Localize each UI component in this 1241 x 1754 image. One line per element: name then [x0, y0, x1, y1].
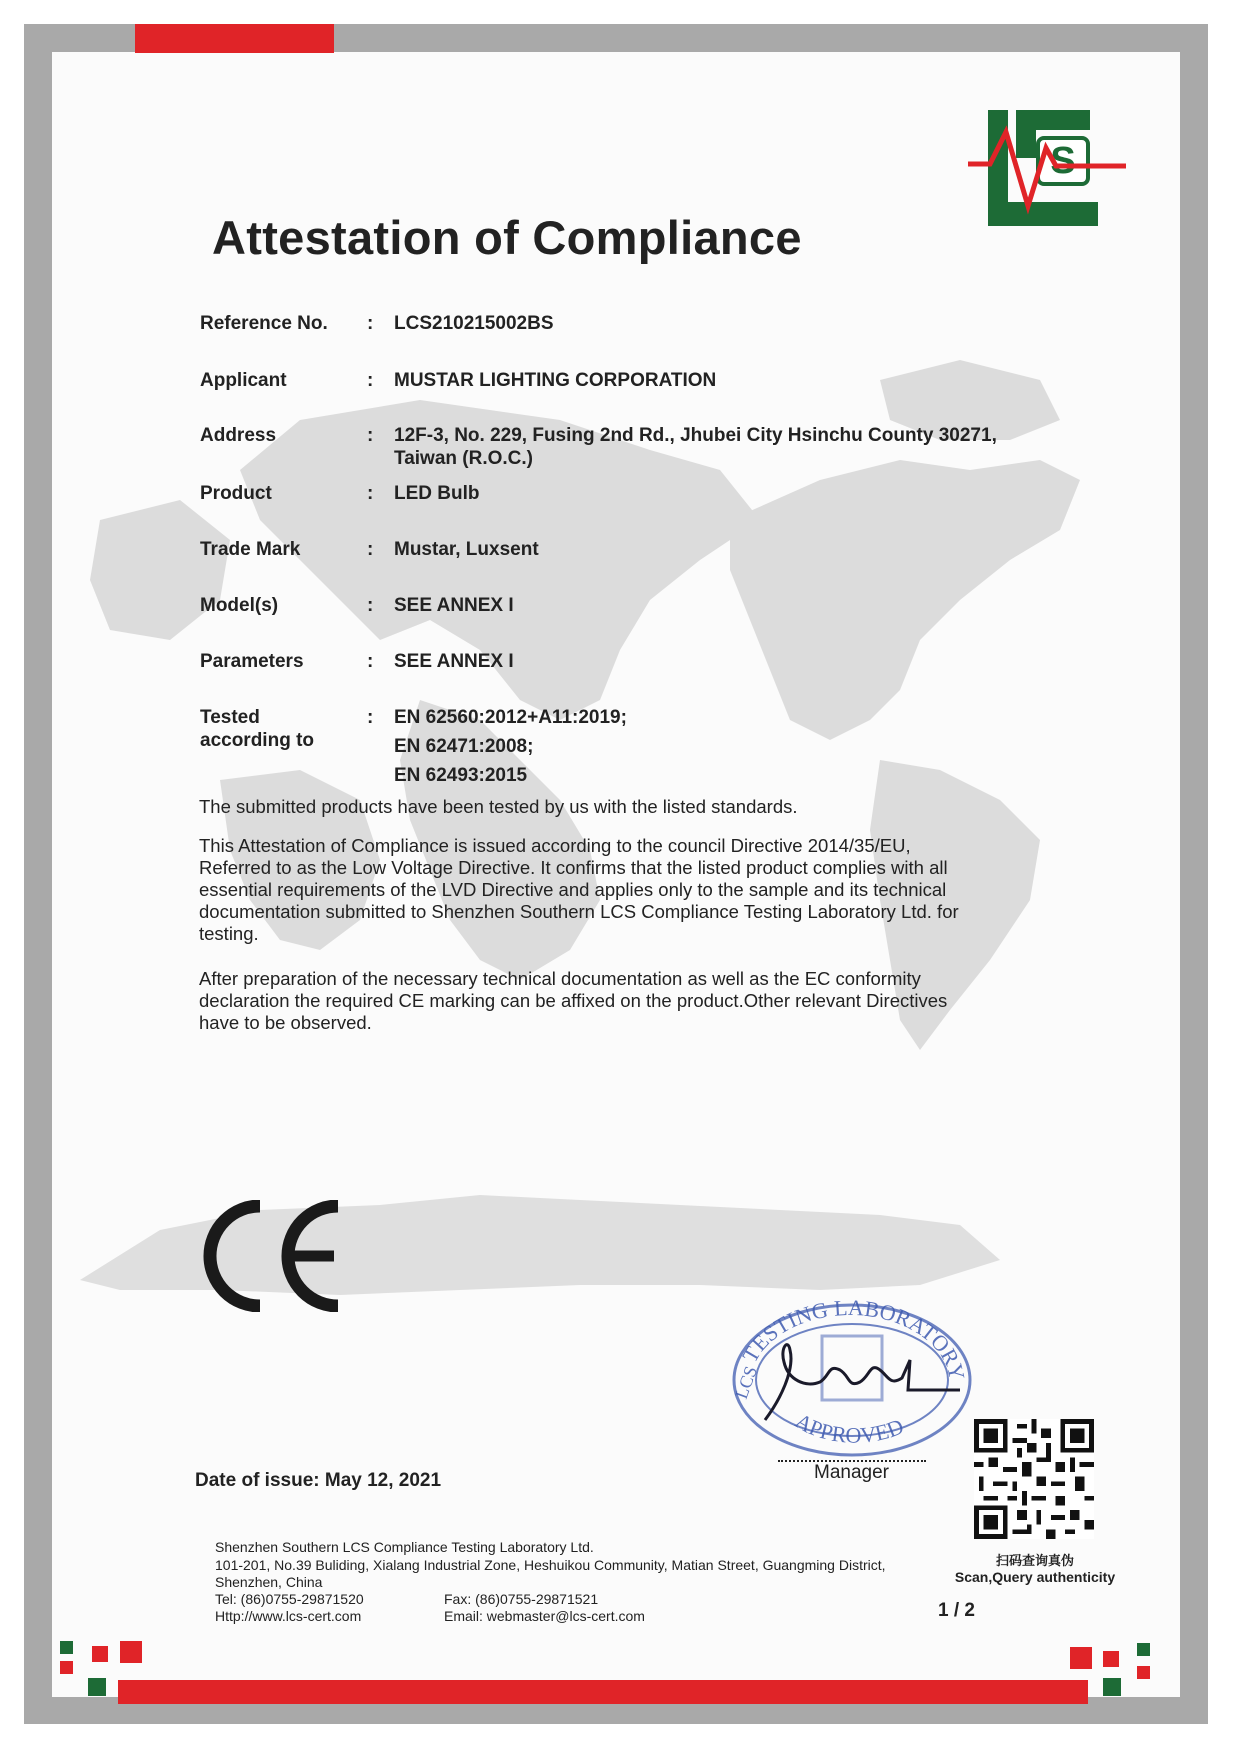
- corner-square: [1070, 1647, 1092, 1669]
- seal-bottom-text: APPROVED: [791, 1407, 907, 1448]
- field-colon: :: [367, 595, 374, 616]
- qr-code: [974, 1419, 1094, 1539]
- page-number: 1 / 2: [938, 1600, 975, 1621]
- field-value: SEE ANNEX I: [394, 595, 514, 616]
- svg-text:S: S: [1050, 140, 1076, 182]
- field-label: Parameters: [200, 651, 304, 672]
- field-value: MUSTAR LIGHTING CORPORATION: [394, 370, 717, 391]
- corner-square: [92, 1646, 108, 1662]
- lcs-logo: [968, 108, 1128, 232]
- date-of-issue: Date of issue: May 12, 2021: [195, 1470, 442, 1491]
- scan-label-cn: 扫码查询真伪: [995, 1553, 1074, 1568]
- field-value-line2: EN 62471:2008;: [394, 736, 534, 757]
- field-label: Applicant: [200, 370, 287, 391]
- paragraph-line: Referred to as the Low Voltage Directive. It confirms that the listed product complies with all: [199, 857, 948, 878]
- footer-tel: Tel: (86)0755-29871520: [215, 1591, 364, 1607]
- approval-seal: [710, 1290, 1000, 1460]
- paragraph-line: declaration the required CE marking can be affixed on the product.Other relevant Directives: [199, 990, 948, 1011]
- footer-website: Http://www.lcs-cert.com: [215, 1608, 362, 1624]
- corner-square: [1137, 1666, 1150, 1679]
- field-label: Product: [200, 483, 272, 504]
- page-title: Attestation of Compliance: [212, 211, 802, 264]
- scan-label-en: Scan,Query authenticity: [954, 1569, 1116, 1585]
- paragraph-line: After preparation of the necessary technical documentation as well as the EC conformity: [199, 968, 921, 989]
- corner-square: [60, 1641, 73, 1654]
- corner-square: [120, 1641, 142, 1663]
- field-colon: :: [367, 707, 374, 728]
- field-colon: :: [367, 313, 374, 334]
- field-colon: :: [367, 425, 374, 446]
- paragraph-directive: [199, 835, 1039, 945]
- field-label: Model(s): [200, 595, 279, 616]
- paragraph-line: testing.: [199, 923, 259, 944]
- corner-square: [88, 1678, 106, 1696]
- field-value: Mustar, Luxsent: [394, 539, 539, 560]
- field-value: 12F-3, No. 229, Fusing 2nd Rd., Jhubei City Hsinchu County 30271,: [394, 425, 997, 446]
- field-label: Tested: [200, 707, 260, 728]
- ce-mark: [198, 1200, 350, 1312]
- paragraph-line: essential requirements of the LVD Directive and applies only to the sample and its technical: [199, 879, 947, 900]
- field-label-line2: according to: [200, 730, 315, 751]
- seal-left-text: LCS: [730, 1363, 762, 1402]
- svg-text:TESTING LABORATORY: [737, 1295, 970, 1383]
- field-label: Address: [200, 425, 277, 446]
- field-value: SEE ANNEX I: [394, 651, 514, 672]
- field-colon: :: [367, 370, 374, 391]
- field-label: Trade Mark: [200, 539, 301, 560]
- corner-square: [1103, 1678, 1121, 1696]
- seal-top-text: TESTING LABORATORY: [737, 1294, 970, 1383]
- svg-text:APPROVED: [791, 1408, 907, 1448]
- corner-square: [1103, 1651, 1119, 1667]
- corner-square: [1137, 1643, 1150, 1656]
- field-value: LCS210215002BS: [394, 313, 554, 334]
- field-colon: :: [367, 539, 374, 560]
- manager-label: Manager: [814, 1462, 889, 1483]
- field-label: Reference No.: [200, 313, 328, 334]
- footer-address-line2: Shenzhen, China: [215, 1574, 323, 1590]
- statement-text: The submitted products have been tested by us with the listed standards.: [199, 796, 798, 817]
- paragraph-line: documentation submitted to Shenzhen Southern LCS Compliance Testing Laboratory Ltd. for: [199, 901, 959, 922]
- field-value-line3: EN 62493:2015: [394, 765, 528, 786]
- footer-company: Shenzhen Southern LCS Compliance Testing Laboratory Ltd.: [215, 1539, 594, 1555]
- footer-fax: Fax: (86)0755-29871521: [444, 1591, 599, 1607]
- paragraph-ce-marking: [199, 968, 1039, 1034]
- field-value: LED Bulb: [394, 483, 480, 504]
- footer-email: Email: webmaster@lcs-cert.com: [444, 1608, 645, 1624]
- field-colon: :: [367, 651, 374, 672]
- paragraph-line: This Attestation of Compliance is issued according to the council Directive 2014/35/EU,: [199, 835, 911, 856]
- footer-address-line1: 101-201, No.39 Buliding, Xialang Industrial Zone, Heshuikou Community, Matian Street, Guangming District,: [215, 1557, 886, 1573]
- field-colon: :: [367, 483, 374, 504]
- field-value: EN 62560:2012+A11:2019;: [394, 707, 627, 728]
- corner-square: [60, 1661, 73, 1674]
- field-value-line2: Taiwan (R.O.C.): [394, 448, 533, 469]
- paragraph-line: have to be observed.: [199, 1012, 372, 1033]
